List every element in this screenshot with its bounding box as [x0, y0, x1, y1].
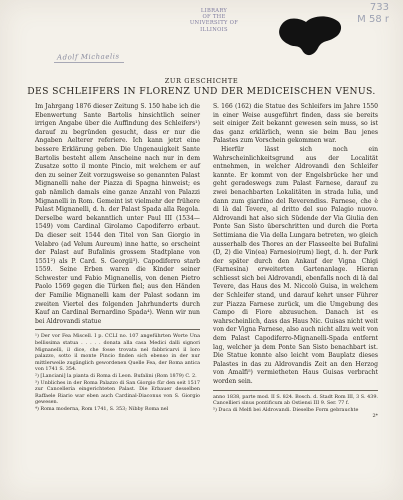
shelfmark-line-2: M 58 r — [357, 14, 389, 25]
footnote-2: ²) [Lanciani] la pianta di Roma di Leon. Bufalini (Rom 1879) C. 2. — [35, 373, 197, 379]
ink-blot — [276, 14, 346, 60]
footnote-divider — [213, 390, 378, 391]
left-body-paragraph: Im Jahrgang 1876 dieser Zeitung S. 150 habe ich die Ebenwertung Sante Bartolis hinsichtlich seiner irrigen Angabe über die Auffindung des Schleifers¹) darauf zu begründen gesucht, dass er nur die Angaben Aelterer referiere. Ich kann jetzt eine bessere Erklärung geben. Die Ungenauigkeit Sante Bartolis besteht allem Anscheine nach nur in dem Zusatze sotto il monte Pincio, mit welchem er auf den zu seiner Zeit vorzugsweise so genannten Palast Mignanelli nahe der Piazza di Spagna hinweist; es gab nämlich damals eine ganze Anzahl von Palazzi Mignanelli in Rom. Gemeint ist vielmehr der frühere Palast Mignanelli, d. h. der Palast Spada alla Regola. Derselbe ward bekanntlich unter Paul III (1534—1549) vom Cardinal Girolamo Capodiferro erbaut. Da dieser seit 1544 den Titel von San Giorgio in Velabro (ad Velum Aureum) inne hatte, so erscheint der Palast auf Bufalinis grossem Stadtplane von 1551²) als P. Card. S. Georgii³). Capodiferro starb 1559. Seine Erben waren die Kinder seiner Schwester und Fabio Mignanellis, von denen Pietro Paolo 1569 gegen die Türken fiel; aus den Händen der Familie Mignanelli kam der Palast sodann im zweiten Viertel des folgenden Jahrhunderts durch Kauf an Cardinal Bernardino Spada⁴). Wenn wir nun bei Aldrovandi statue — [35, 103, 200, 325]
library-stamp — [178, 8, 250, 33]
right-body-paragraph-1: S. 166 (162) die Statue des Schleifers im Jahre 1550 in einer Weise ausgeführt finden, dass sie bereits seit einiger Zeit bekannt gewesen sein muss, so ist das ganz erklärlich, wenn sie beim Bau jenes Palastes zum Vorschein gekommen war. — [213, 103, 378, 145]
stamp-line-2: OF THE — [202, 14, 226, 21]
footnote-4: ⁴) Roma moderna, Rom 1741, S. 353; Nibby Roma nel — [35, 405, 169, 412]
signature-mark: 2* — [372, 413, 378, 420]
stamp-line-1: LIBRARY — [200, 8, 228, 14]
footnote-continuation: anno 1838, parte mod. II S. 824. Bosch. d. Stadt Rom III, 3 S. 439. Cancellieri sinus pontificum ab Ostiensi III 9. Ser. 77 f. — [213, 393, 378, 407]
footnote-divider — [35, 329, 200, 330]
shelfmark-line-1: 733 — [369, 2, 389, 13]
footnote-3: ³) Unbliches in der Roma Palazzo di San Giorgio für den seit 1517 zur Cancelleria eingerichteten Palast. Die Erbauer desselben Raffaele Riario war eben auch Cardinal-Diaconus von S. Giorgio gewesen. — [35, 379, 200, 406]
header-kicker: ZUR GESCHICHTE — [164, 77, 239, 85]
left-column — [35, 103, 200, 413]
right-body-paragraph-2: Hierfür lässt sich noch ein Wahrscheinlichkeitsgrund aus der Localität entnehmen, in welcher Aldrovandi den Schleifer kannte. Er kommt von der Engelsbrücke her und geht geradeswegs zum Palast Farnese, darauf zu zwei benachbarten Lokalitäten in strada lulia, und dann zum giardino del Reverendiss. Farnese, che è di là dal Tevere, al dritto del suo Palagio nuovo. Aldrovandi hat also sich Südende der Via Giulia den Ponte San Sisto überschritten und durch die Porta Settimiana die Via della Lungara betreten, wo gleich ausserhalb des Thores an der Flasseelte bei Bufalini (D, 2) die Vin(ea) Farnesio(rum) liegt, d. h. der Park der später durch den Ankauf der Vigna Chigi (Farnesina) erweiterten Gartenanlage. Hieran schliesst sich bei Aldrovandi, ebenfalls noch di là dal Tevere, das Haus des M. Niccolò Guisa, in welchem der Schleifer stand, und darauf kehrt unser Führer zur Piazza Farnese zurück, um die Umgebung des Campo di Fiore abzusuchen. Danach ist es wahrscheinlich, dass das Haus Nic. Guisas nicht weit von der Vigna Farnese, also auch nicht allzu weit von dem Palast Capodiferro-Mignanelli-Spada entfernt lag, welcher ja dem Ponte San Sisto benachbart ist. Die Statue konnte also leicht vom Bauplatz dieses Palastes in das zu Aldrovandis Zeit an den Herzog von Amalfi⁵) vermietheten Haus Guisas verbracht worden sein. — [213, 145, 379, 385]
stamp-line-3: UNIVERSITY OF ILLINOIS — [189, 20, 239, 33]
shelfmark — [357, 2, 389, 26]
right-column — [213, 103, 378, 420]
footnote-5: ⁵) Duca di Melfi bei Aldrovandi. Dieselbe Form gebrauchte — [213, 406, 359, 413]
footnote-1: ¹) Der vor Fea Miscell. I p. CCLI no. 107 angeführten Worte Una bellissima statua . . . . . donata alla casa Medici dalli signori Mignanelli, il dice, che fosse trovata nel fabbricarvi il loro palazzo, sotto il monte Pincio finden sich ebenso in der nur mittlerweile zugänglich gewordenen Quelle Fea, der Roma antica von 1741 S. 354. — [35, 333, 200, 373]
handwritten-signature: Adolf Michaelis — [56, 52, 120, 62]
article-title: DES SCHLEIFERS IN FLORENZ UND DER MEDICEISCHEN VENUS. — [27, 86, 376, 97]
signature-underline — [54, 62, 124, 63]
